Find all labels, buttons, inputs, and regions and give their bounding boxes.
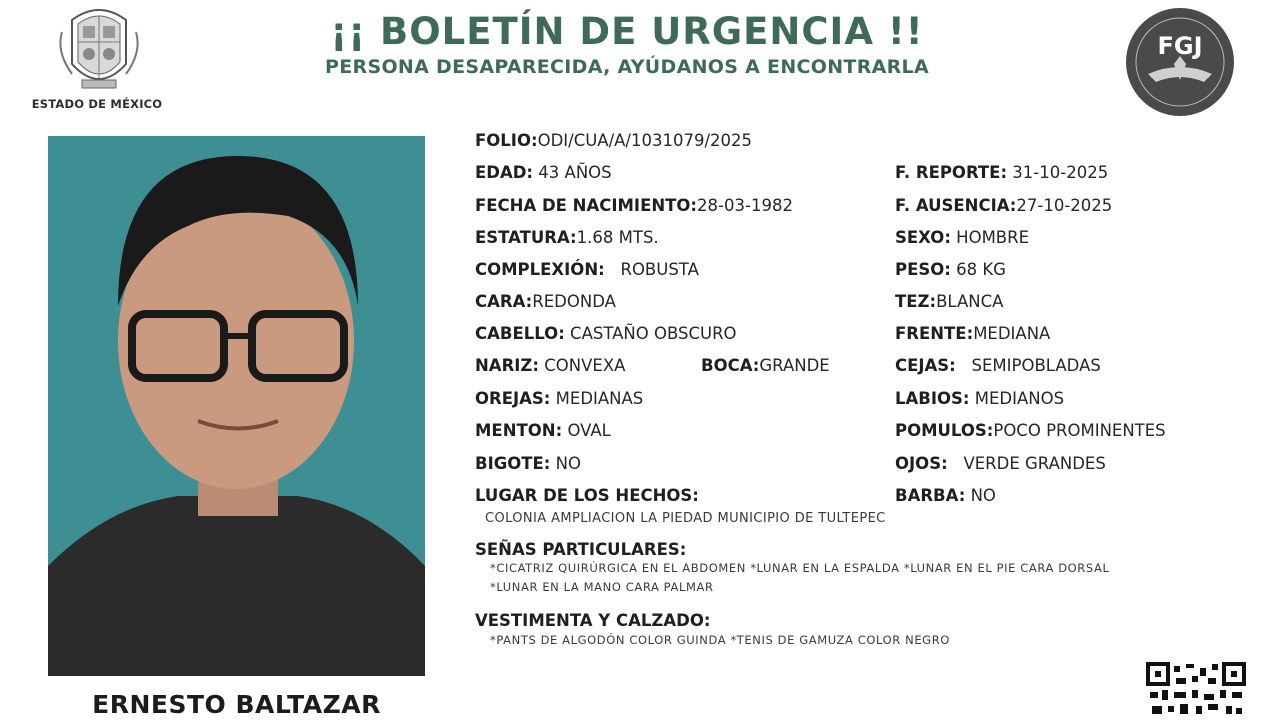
field-value: MEDIANOS bbox=[974, 389, 1065, 408]
field-value: CONVEXA bbox=[544, 356, 626, 375]
field-cara bbox=[475, 292, 616, 312]
field-value: MEDIANA bbox=[973, 324, 1051, 343]
field-cabello bbox=[475, 324, 737, 344]
field-value: 28-03-1982 bbox=[697, 196, 793, 215]
lugar-value: COLONIA AMPLIACION LA PIEDAD MUNICIPIO DE TULTEPEC bbox=[485, 511, 886, 526]
field-value: GRANDE bbox=[759, 356, 830, 375]
senas-label bbox=[475, 540, 686, 560]
field-pomulos bbox=[895, 421, 1166, 441]
field-value: NO bbox=[970, 486, 996, 505]
field-value: HOMBRE bbox=[956, 228, 1030, 247]
field-lugar-label bbox=[475, 486, 699, 506]
person-photo bbox=[48, 136, 425, 676]
field-frente bbox=[895, 324, 1050, 344]
field-label: CABELLO: bbox=[475, 324, 565, 343]
bulletin-subtitle: PERSONA DESAPARECIDA, AYÚDANOS A ENCONTRARLA bbox=[325, 56, 929, 78]
field-label: TEZ: bbox=[895, 292, 937, 311]
field-value: CASTAÑO OBSCURO bbox=[570, 324, 737, 343]
field-value: 43 AÑOS bbox=[538, 163, 612, 182]
field-label: FOLIO: bbox=[475, 131, 538, 150]
field-complexion bbox=[475, 260, 699, 280]
field-boca bbox=[701, 356, 830, 376]
field-estatura bbox=[475, 228, 659, 248]
field-label: NARIZ: bbox=[475, 356, 539, 375]
field-label: LUGAR DE LOS HECHOS: bbox=[475, 486, 699, 505]
field-barba bbox=[895, 486, 996, 506]
qr-code-icon bbox=[1146, 662, 1246, 720]
field-label: OREJAS: bbox=[475, 389, 551, 408]
field-value: REDONDA bbox=[532, 292, 616, 311]
field-value: 31-10-2025 bbox=[1012, 163, 1109, 182]
field-value: ROBUSTA bbox=[620, 260, 699, 279]
senas-line-1: *CICATRIZ QUIRÚRGICA EN EL ABDOMEN *LUNAR EN LA ESPALDA *LUNAR EN EL PIE CARA DORSAL bbox=[490, 561, 1110, 575]
field-label: SEÑAS PARTICULARES: bbox=[475, 540, 687, 559]
field-peso bbox=[895, 260, 1006, 280]
field-tez bbox=[895, 292, 1003, 312]
field-label: BOCA: bbox=[701, 356, 760, 375]
field-sexo bbox=[895, 228, 1029, 248]
field-fecha-nacimiento bbox=[475, 196, 793, 216]
field-ojos bbox=[895, 454, 1106, 474]
field-value: BLANCA bbox=[936, 292, 1004, 311]
field-bigote bbox=[475, 454, 581, 474]
field-menton bbox=[475, 421, 611, 441]
field-label: SEXO: bbox=[895, 228, 951, 247]
fgj-logo-text: FGJ bbox=[1157, 32, 1203, 60]
field-label: VESTIMENTA Y CALZADO: bbox=[475, 611, 711, 630]
field-labios bbox=[895, 389, 1064, 409]
field-label: PESO: bbox=[895, 260, 951, 279]
field-label: COMPLEXIÓN: bbox=[475, 260, 605, 279]
field-label: MENTON: bbox=[475, 421, 563, 440]
person-name: ERNESTO BALTAZAR bbox=[92, 690, 381, 719]
field-folio bbox=[475, 131, 752, 151]
field-label: ESTATURA: bbox=[475, 228, 577, 247]
field-label: BARBA: bbox=[895, 486, 966, 505]
fgj-logo-icon bbox=[1124, 6, 1236, 118]
field-nariz bbox=[475, 356, 625, 376]
senas-line-2: *LUNAR EN LA MANO CARA PALMAR bbox=[490, 580, 714, 594]
field-value: 1.68 MTS. bbox=[576, 228, 659, 247]
vestimenta-value: *PANTS DE ALGODÓN COLOR GUINDA *TENIS DE GAMUZA COLOR NEGRO bbox=[490, 633, 950, 647]
field-f-ausencia bbox=[895, 196, 1112, 216]
field-label: OJOS: bbox=[895, 454, 948, 473]
field-orejas bbox=[475, 389, 643, 409]
field-label: FRENTE: bbox=[895, 324, 974, 343]
field-label: POMULOS: bbox=[895, 421, 994, 440]
field-value: NO bbox=[555, 454, 582, 473]
field-value: OVAL bbox=[567, 421, 611, 440]
field-value: 27-10-2025 bbox=[1016, 196, 1113, 215]
field-cejas bbox=[895, 356, 1101, 376]
field-label: FECHA DE NACIMIENTO: bbox=[475, 196, 698, 215]
field-value: ODI/CUA/A/1031079/2025 bbox=[537, 131, 753, 150]
field-label: LABIOS: bbox=[895, 389, 970, 408]
field-label: CARA: bbox=[475, 292, 533, 311]
field-value: 68 KG bbox=[956, 260, 1006, 279]
field-label: EDAD: bbox=[475, 163, 534, 182]
field-value: VERDE GRANDES bbox=[963, 454, 1106, 473]
bulletin-title: ¡¡ BOLETÍN DE URGENCIA !! bbox=[330, 10, 924, 53]
field-label: F. REPORTE: bbox=[895, 163, 1008, 182]
state-label: ESTADO DE MÉXICO bbox=[31, 97, 163, 111]
field-label: F. AUSENCIA: bbox=[895, 196, 1017, 215]
field-value: SEMIPOBLADAS bbox=[971, 356, 1101, 375]
field-value: MEDIANAS bbox=[555, 389, 644, 408]
field-label: CEJAS: bbox=[895, 356, 956, 375]
field-label: BIGOTE: bbox=[475, 454, 551, 473]
field-f-reporte bbox=[895, 163, 1108, 183]
field-edad bbox=[475, 163, 612, 183]
vestimenta-label bbox=[475, 611, 710, 631]
field-value: POCO PROMINENTES bbox=[993, 421, 1166, 440]
